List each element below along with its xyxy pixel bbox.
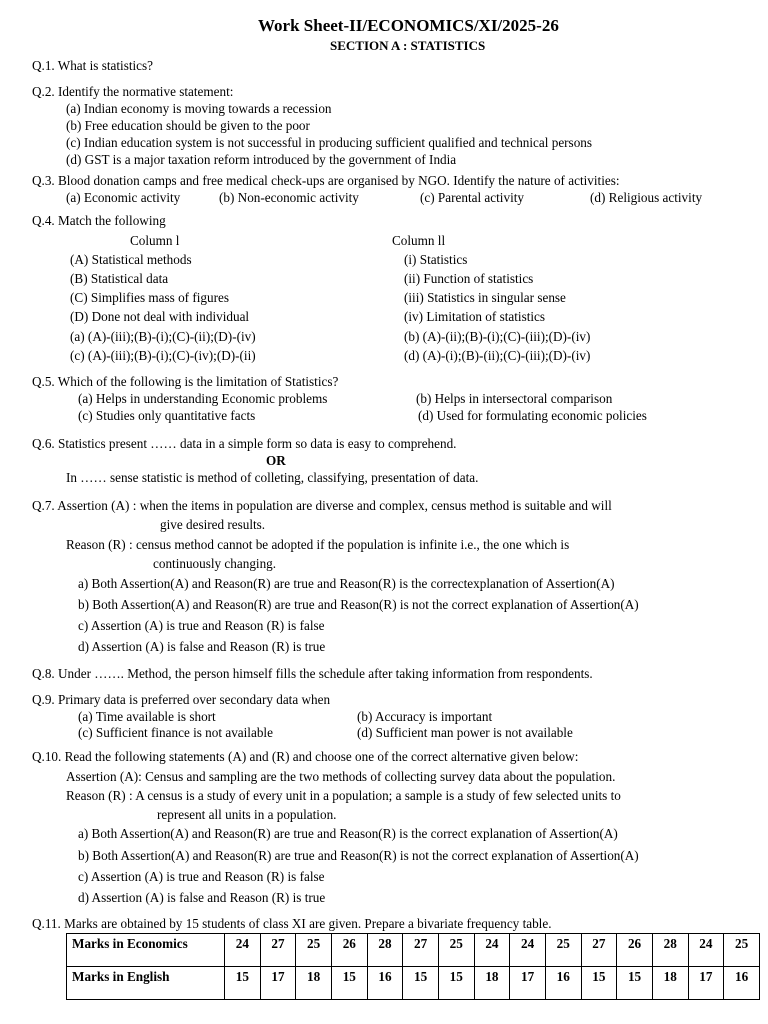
question-2: Q.2. Identify the normative statement:	[32, 84, 234, 99]
table-cell: 17	[260, 967, 296, 1000]
q4-option-a: (a) (A)-(iii);(B)-(i);(C)-(ii);(D)-(iv)	[70, 329, 256, 344]
table-cell: 27	[403, 934, 439, 967]
question-6: Q.6. Statistics present …… data in a simple form so data is easy to comprehend.	[32, 436, 457, 451]
question-5: Q.5. Which of the following is the limitation of Statistics?	[32, 374, 339, 389]
table-cell: 15	[617, 967, 653, 1000]
q5-option-c: (c) Studies only quantitative facts	[78, 408, 256, 423]
q4-col2-item-iv: (iv) Limitation of statistics	[404, 309, 546, 324]
table-cell: 25	[296, 934, 332, 967]
q3-option-c: (c) Parental activity	[420, 190, 524, 205]
q2-option-b: (b) Free education should be given to the poor	[66, 118, 310, 133]
table-cell: 27	[581, 934, 617, 967]
table-cell: 16	[545, 967, 581, 1000]
section-heading: SECTION A : STATISTICS	[330, 38, 486, 53]
q4-col2-item-i: (i) Statistics	[404, 252, 468, 267]
q9-option-d: (d) Sufficient man power is not available	[357, 725, 573, 740]
table-cell: 28	[367, 934, 403, 967]
q7-option-a: a) Both Assertion(A) and Reason(R) are true and Reason(R) is the correctexplanation of Assertion(A)	[78, 576, 615, 591]
q2-option-a: (a) Indian economy is moving towards a recession	[66, 101, 332, 116]
q4-col1-item-c: (C) Simplifies mass of figures	[70, 290, 229, 305]
table-cell: 17	[510, 967, 546, 1000]
q7-assertion: Q.7. Assertion (A) : when the items in population are diverse and complex, census method is suitable and will	[32, 498, 612, 513]
table-cell: 18	[296, 967, 332, 1000]
column-2-heading: Column ll	[392, 233, 446, 248]
marks-table	[66, 933, 760, 1000]
row-header-english: Marks in English	[67, 967, 225, 1000]
question-3: Q.3. Blood donation camps and free medical check-ups are organised by NGO. Identify the nature of activities:	[32, 173, 620, 188]
q7-option-c: c) Assertion (A) is true and Reason (R) is false	[78, 618, 325, 633]
table-cell: 15	[581, 967, 617, 1000]
table-cell: 24	[474, 934, 510, 967]
table-cell: 18	[474, 967, 510, 1000]
q7-assertion-continued: give desired results.	[160, 517, 266, 532]
q5-option-d: (d) Used for formulating economic policies	[418, 408, 647, 423]
q9-option-a: (a) Time available is short	[78, 709, 216, 724]
q4-col1-item-a: (A) Statistical methods	[70, 252, 192, 267]
q4-col1-item-b: (B) Statistical data	[70, 271, 169, 286]
q4-col2-item-ii: (ii) Function of statistics	[404, 271, 534, 286]
table-cell: 26	[617, 934, 653, 967]
question-8: Q.8. Under ……. Method, the person himself fills the schedule after taking information from respondents.	[32, 666, 593, 681]
q4-option-c: (c) (A)-(iii);(B)-(i);(C)-(iv);(D)-(ii)	[70, 348, 256, 363]
q10-assertion: Assertion (A): Census and sampling are the two methods of collecting survey data about the population.	[66, 769, 616, 784]
table-cell: 15	[438, 967, 474, 1000]
question-10: Q.10. Read the following statements (A) and (R) and choose one of the correct alternative given below:	[32, 749, 579, 764]
q7-reason-continued: continuously changing.	[153, 556, 277, 571]
q10-option-a: a) Both Assertion(A) and Reason(R) are true and Reason(R) is the correct explanation of Assertion(A)	[78, 826, 618, 841]
table-cell: 15	[225, 967, 261, 1000]
q10-reason-continued: represent all units in a population.	[157, 807, 337, 822]
table-row-english	[67, 967, 760, 1000]
q9-option-b: (b) Accuracy is important	[357, 709, 493, 724]
row-header-economics: Marks in Economics	[67, 934, 225, 967]
q7-option-b: b) Both Assertion(A) and Reason(R) are true and Reason(R) is not the correct explanation of Assertion(A)	[78, 597, 639, 612]
table-cell: 16	[724, 967, 760, 1000]
or-divider: OR	[266, 453, 286, 468]
question-11: Q.11. Marks are obtained by 15 students of class XI are given. Prepare a bivariate frequency table.	[32, 916, 552, 931]
q7-option-d: d) Assertion (A) is false and Reason (R) is true	[78, 639, 326, 654]
q4-option-b: (b) (A)-(ii);(B)-(i);(C)-(iii);(D)-(iv)	[404, 329, 591, 344]
table-cell: 24	[688, 934, 724, 967]
q4-option-d: (d) (A)-(i);(B)-(ii);(C)-(iii);(D)-(iv)	[404, 348, 591, 363]
q3-option-b: (b) Non-economic activity	[219, 190, 359, 205]
q7-reason: Reason (R) : census method cannot be adopted if the population is infinite i.e., the one which is	[66, 537, 570, 552]
worksheet-title: Work Sheet-II/ECONOMICS/XI/2025-26	[258, 16, 559, 35]
q5-option-a: (a) Helps in understanding Economic problems	[78, 391, 328, 406]
column-1-heading: Column l	[130, 233, 180, 248]
q10-reason: Reason (R) : A census is a study of every unit in a population; a sample is a study of few selected units to	[66, 788, 621, 803]
q10-option-b: b) Both Assertion(A) and Reason(R) are true and Reason(R) is not the correct explanation of Assertion(A)	[78, 848, 639, 863]
q10-option-d: d) Assertion (A) is false and Reason (R) is true	[78, 890, 326, 905]
table-cell: 28	[652, 934, 688, 967]
question-1: Q.1. What is statistics?	[32, 58, 153, 73]
q10-option-c: c) Assertion (A) is true and Reason (R) is false	[78, 869, 325, 884]
question-4: Q.4. Match the following	[32, 213, 166, 228]
table-cell: 25	[724, 934, 760, 967]
q4-col1-item-d: (D) Done not deal with individual	[70, 309, 250, 324]
table-cell: 15	[331, 967, 367, 1000]
table-cell: 25	[545, 934, 581, 967]
q3-option-a: (a) Economic activity	[66, 190, 181, 205]
table-cell: 18	[652, 967, 688, 1000]
q2-option-d: (d) GST is a major taxation reform introduced by the government of India	[66, 152, 457, 167]
table-cell: 27	[260, 934, 296, 967]
question-6-alternate: In …… sense statistic is method of colleting, classifying, presentation of data.	[66, 470, 479, 485]
table-cell: 17	[688, 967, 724, 1000]
q2-option-c: (c) Indian education system is not successful in producing sufficient qualified and technical persons	[66, 135, 593, 150]
table-cell: 24	[510, 934, 546, 967]
q5-option-b: (b) Helps in intersectoral comparison	[416, 391, 613, 406]
table-cell: 24	[225, 934, 261, 967]
table-cell: 15	[403, 967, 439, 1000]
table-cell: 25	[438, 934, 474, 967]
table-cell: 16	[367, 967, 403, 1000]
q3-option-d: (d) Religious activity	[590, 190, 703, 205]
table-row-economics	[67, 934, 760, 967]
table-cell: 26	[331, 934, 367, 967]
question-9: Q.9. Primary data is preferred over secondary data when	[32, 692, 331, 707]
q9-option-c: (c) Sufficient finance is not available	[78, 725, 273, 740]
q4-col2-item-iii: (iii) Statistics in singular sense	[404, 290, 566, 305]
